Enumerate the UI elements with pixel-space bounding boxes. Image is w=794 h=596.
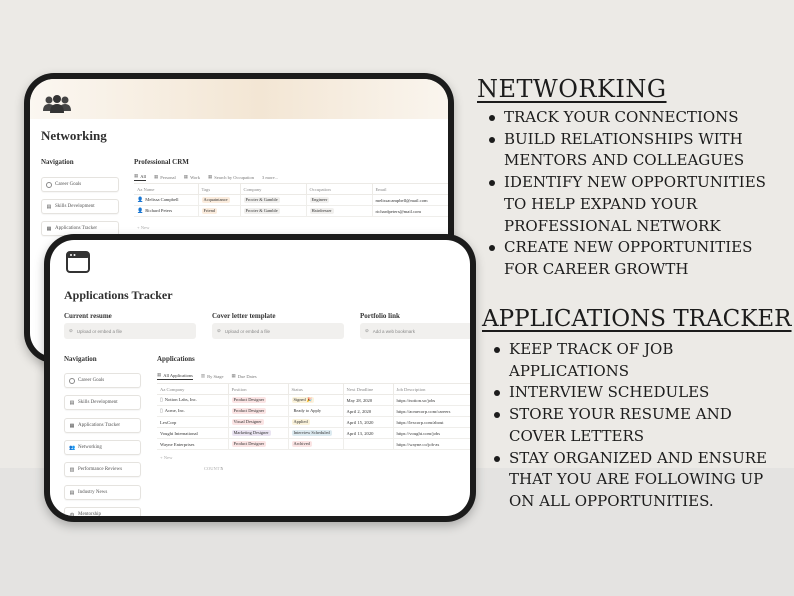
nav-item-label: Mentorship: [78, 512, 102, 516]
tag-badge: Friend: [203, 207, 215, 213]
mentor-icon: ◍: [69, 512, 75, 516]
paperclip-icon: ⊘: [69, 328, 73, 333]
nav-item-label: Career Goals: [55, 182, 82, 187]
person-icon: 👤: [137, 198, 144, 203]
nav-item-label: Networking: [78, 445, 102, 450]
tab-label: Search by Occupation: [214, 174, 254, 180]
nav-item-networking[interactable]: [64, 440, 141, 455]
new-row-button[interactable]: + New: [137, 225, 150, 230]
newspaper-icon: ▤: [69, 490, 75, 496]
people-group-icon: [42, 94, 72, 114]
count-value: 5: [220, 466, 223, 471]
cell-deadline: April 15, 2020: [343, 417, 393, 428]
position-badge: Product Designer: [233, 407, 265, 413]
table-row[interactable]: [157, 406, 470, 417]
nav-item-label: Applications Tracker: [55, 226, 98, 231]
list-item: CREATE NEW OPPORTUNITIES FOR CAREER GROWTH: [489, 237, 789, 280]
tab-label: All Applications: [163, 372, 193, 378]
book-icon: ▤: [46, 204, 52, 210]
db-view-tabs: [157, 372, 257, 380]
table-row[interactable]: [134, 206, 448, 217]
clipboard-icon: ▦: [69, 423, 75, 429]
tab-label: 3 more...: [261, 174, 278, 180]
column-header[interactable]: Status: [288, 384, 343, 395]
cell-company: Vought International: [160, 430, 198, 436]
navigation-label: Navigation: [41, 158, 74, 166]
occupation-badge: Hairdresser: [311, 207, 332, 213]
cell-deadline: April 2, 2020: [343, 406, 393, 417]
cell-company: Wayne Enterprises: [160, 441, 195, 447]
list-item: STAY ORGANIZED AND ENSURE THAT YOU ARE FOLLOWING UP ON ALL OPPORTUNITIES.: [494, 448, 792, 513]
table-icon: ▦: [207, 174, 213, 179]
column-header[interactable]: Position: [228, 384, 288, 395]
applications-device-frame: [44, 234, 476, 522]
cell-name: Melissa Campbell: [145, 197, 179, 202]
list-item: IDENTIFY NEW OPPORTUNITIES TO HELP EXPAND YOUR PROFESSIONAL NETWORK: [489, 172, 789, 237]
column-header[interactable]: Tags: [198, 184, 240, 195]
paperclip-icon: ⊘: [217, 328, 221, 333]
cell-job-url[interactable]: https://acmecorp.com/careers: [393, 406, 470, 417]
table-header-row: [157, 384, 470, 395]
position-badge: Marketing Designer: [233, 429, 269, 435]
tab-all[interactable]: [134, 173, 146, 181]
applications-screen: [50, 240, 470, 516]
page-title: Applications Tracker: [64, 288, 173, 302]
crm-table: [134, 183, 448, 217]
target-icon: [69, 378, 75, 384]
cell-company: Acme, Inc.: [164, 408, 186, 413]
column-header[interactable]: Email: [372, 184, 448, 195]
table-row[interactable]: [157, 395, 470, 406]
tab-more[interactable]: [262, 175, 278, 180]
table-row[interactable]: [157, 428, 470, 439]
tab-personal[interactable]: [154, 174, 176, 180]
table-icon: ▦: [157, 372, 162, 377]
nav-item-label: Skills Development: [78, 400, 118, 405]
status-badge: Interview Scheduled: [293, 429, 330, 435]
status-badge: Archived: [293, 440, 310, 446]
applications-table: [157, 383, 470, 450]
status-badge: Ready to Apply: [293, 407, 322, 413]
list-item: BUILD RELATIONSHIPS WITH MENTORS AND COLLEAGUES: [489, 129, 789, 172]
applications-bullet-list: [494, 339, 792, 513]
position-badge: Product Designer: [233, 396, 265, 402]
nav-item-applications-tracker[interactable]: [64, 418, 141, 433]
book-icon: ▤: [69, 400, 75, 406]
cover-letter-label: Cover letter template: [212, 312, 276, 320]
nav-item-career-goals[interactable]: [64, 373, 141, 388]
cover-letter-upload-box[interactable]: [212, 323, 344, 339]
chart-icon: ▥: [69, 467, 75, 473]
status-badge: Applied: [293, 418, 308, 424]
column-header[interactable]: Occupation: [306, 184, 372, 195]
resume-upload-box[interactable]: [64, 323, 196, 339]
nav-item-career-goals[interactable]: [41, 177, 119, 192]
nav-item-label: Skills Development: [55, 204, 95, 209]
cell-name: Richard Peters: [145, 208, 173, 213]
cell-job-url[interactable]: https://vought.com/jobs: [393, 428, 470, 439]
table-icon: ▦: [183, 174, 189, 179]
document-icon: ▯: [160, 398, 163, 403]
table-row[interactable]: [134, 195, 448, 206]
board-icon: ▥: [200, 373, 206, 378]
nav-item-skills-development[interactable]: [41, 199, 119, 214]
people-icon: 👥: [69, 445, 76, 451]
tab-all-applications[interactable]: [157, 372, 193, 380]
list-item: KEEP TRACK OF JOB APPLICATIONS: [494, 339, 792, 382]
tab-label: Due Dates: [237, 373, 257, 379]
tab-label: By Stage: [207, 373, 224, 379]
tab-label: Personal: [160, 174, 176, 180]
cell-company: LexCorp: [160, 419, 177, 425]
cell-email[interactable]: richardpeters@mail.com: [372, 206, 448, 217]
tab-search-by-occupation[interactable]: [208, 174, 254, 180]
nav-item-label: Performance Reviews: [78, 467, 123, 472]
page-title: Networking: [41, 128, 107, 143]
cell-job-url[interactable]: https://lexcorp.com/about: [393, 417, 470, 428]
table-icon: ▦: [134, 173, 139, 178]
document-icon: ▯: [160, 409, 163, 414]
nav-item-label: Career Goals: [78, 378, 105, 383]
navigation-label: Navigation: [64, 355, 97, 363]
table-header-row: [134, 184, 448, 195]
list-item: TRACK YOUR CONNECTIONS: [489, 107, 789, 129]
nav-item-label: Industry News: [78, 490, 108, 495]
column-header[interactable]: Next Deadline: [343, 384, 393, 395]
column-header[interactable]: Job Description: [393, 384, 470, 395]
company-badge: Procter & Gamble: [245, 207, 278, 213]
db-title: Applications: [157, 355, 195, 363]
company-badge: Procter & Gamble: [245, 196, 278, 202]
cell-company: Notion Labs, Inc.: [164, 397, 197, 402]
cell-deadline: April 13, 2020: [343, 428, 393, 439]
position-badge: Visual Designer: [233, 418, 262, 424]
occupation-badge: Engineer: [311, 196, 328, 202]
tag-badge: Acquaintance: [203, 196, 228, 202]
cell-job-url[interactable]: https://notion.so/jobs: [393, 395, 470, 406]
count-label: COUNT: [204, 466, 220, 471]
cell-email[interactable]: melissacampbell@mail.com: [372, 195, 448, 206]
tab-label: All: [140, 173, 147, 179]
portfolio-label: Portfolio link: [360, 312, 400, 320]
tab-due-dates[interactable]: [232, 373, 257, 379]
page-cover: [30, 79, 448, 119]
browser-window-icon: [66, 251, 90, 273]
upload-placeholder: Upload or embed a file: [224, 328, 271, 334]
cell-job-url[interactable]: https://wayne.co/job-as: [393, 439, 470, 450]
nav-item-label: Applications Tracker: [78, 423, 121, 428]
calendar-icon: ▦: [231, 373, 236, 378]
current-resume-label: Current resume: [64, 312, 112, 320]
nav-item-industry-news[interactable]: [64, 485, 141, 500]
nav-item-performance-reviews[interactable]: [64, 462, 141, 477]
status-badge: Signed 🎉: [293, 396, 313, 402]
nav-item-skills-development[interactable]: [64, 395, 141, 410]
list-item: STORE YOUR RESUME AND COVER LETTERS: [494, 404, 792, 447]
upload-placeholder: Upload or embed a file: [76, 328, 123, 334]
clipboard-icon: ▦: [46, 226, 52, 232]
column-header[interactable]: Aa Company: [157, 384, 228, 395]
bookmark-icon: ⊘: [365, 328, 369, 333]
table-row[interactable]: [157, 417, 470, 428]
position-badge: Product Designer: [233, 440, 265, 446]
list-item: INTERVIEW SCHEDULES: [494, 382, 792, 404]
cell-deadline: May 28, 2020: [343, 395, 393, 406]
tab-label: Work: [190, 174, 200, 180]
table-row[interactable]: [157, 439, 470, 450]
column-header[interactable]: Company: [240, 184, 306, 195]
applications-heading: APPLICATIONS TRACKER: [482, 306, 792, 332]
table-icon: ▦: [154, 174, 159, 179]
count-summary: [204, 466, 223, 471]
db-view-tabs: [134, 173, 278, 181]
cell-deadline: [343, 439, 393, 450]
target-icon: [46, 182, 52, 188]
networking-heading: NETWORKING: [477, 75, 667, 103]
networking-bullet-list: [489, 107, 789, 281]
new-row-button[interactable]: + New: [160, 455, 173, 460]
person-icon: 👤: [137, 209, 144, 214]
tab-work[interactable]: [184, 174, 200, 180]
nav-item-mentorship[interactable]: [64, 507, 141, 516]
tab-by-stage[interactable]: [201, 373, 224, 379]
portfolio-bookmark-box[interactable]: [360, 323, 470, 339]
column-header[interactable]: Aa Name: [134, 184, 198, 195]
bookmark-placeholder: Add a web bookmark: [372, 328, 416, 334]
db-title: Professional CRM: [134, 158, 189, 166]
